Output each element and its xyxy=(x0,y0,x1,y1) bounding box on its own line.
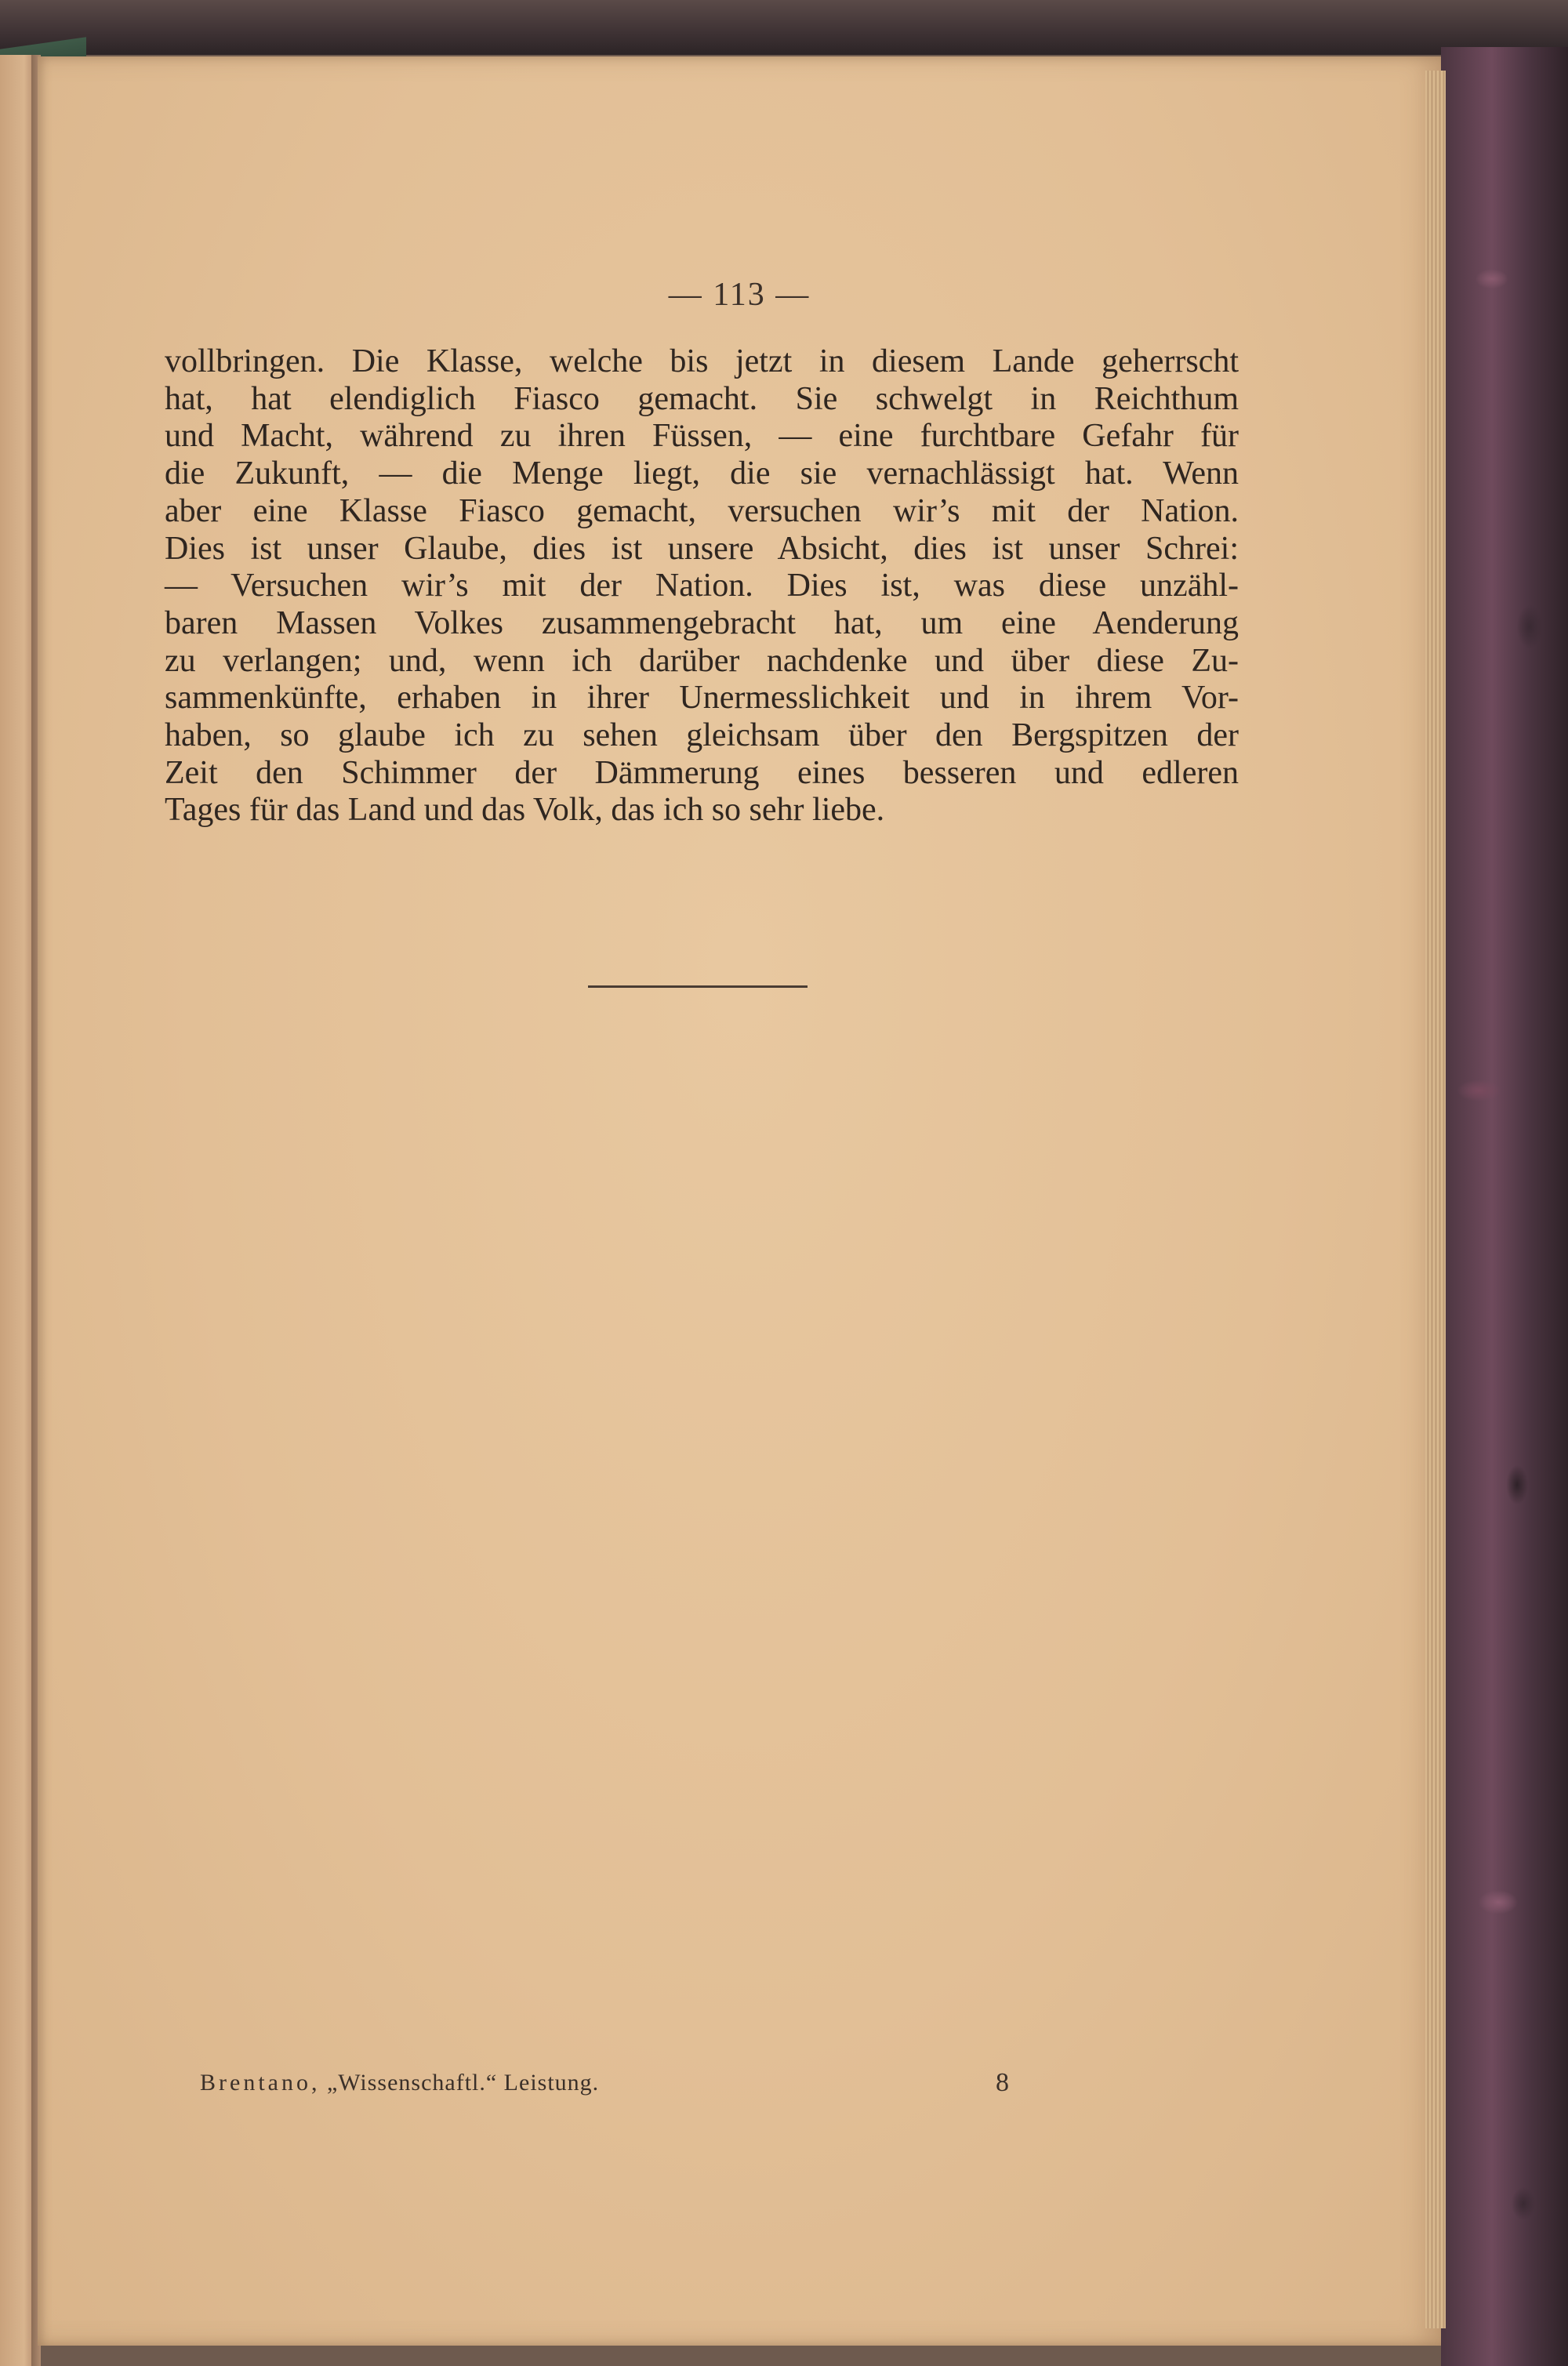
footer-title: „Wissenschaftl.“ Leistung. xyxy=(326,2070,600,2096)
text-line: sammenkünfte, erhaben in ihrer Unermesslichkeit und in ihrem Vor- xyxy=(165,680,1239,717)
marbled-cover-board xyxy=(1441,47,1568,2366)
page-number: — 113 — xyxy=(668,277,811,313)
book-cover-top-edge xyxy=(0,0,1568,55)
book-page xyxy=(38,56,1441,2346)
text-line: Tages für das Land und das Volk, das ich so sehr liebe. xyxy=(165,792,885,829)
text-line: die Zukunft, — die Menge liegt, die sie vernachlässigt hat. Wenn xyxy=(165,455,1239,492)
facing-page-edge xyxy=(0,55,34,2366)
text-line: baren Massen Volkes zusammengebracht hat, um eine Aenderung xyxy=(165,604,1239,641)
section-divider-rule xyxy=(588,985,808,988)
text-line: Zeit den Schimmer der Dämmerung eines besseren und edleren xyxy=(165,754,1239,791)
body-paragraph xyxy=(165,343,1239,829)
text-line: Dies ist unser Glaube, dies ist unsere Absicht, dies ist unser Schrei: xyxy=(165,530,1239,567)
text-line: hat, hat elendiglich Fiasco gemacht. Sie schwelgt in Reichthum xyxy=(165,380,1239,417)
page-fore-edge xyxy=(1425,71,1446,2328)
text-line: zu verlangen; und, wenn ich darüber nachdenke und über diese Zu- xyxy=(165,642,1239,679)
text-line: und Macht, während zu ihren Füssen, — eine furchtbare Gefahr für xyxy=(165,418,1239,455)
signature-line xyxy=(200,2070,599,2096)
signature-mark: 8 xyxy=(996,2068,1009,2097)
footer-author: Brentano, xyxy=(200,2070,321,2096)
text-line: aber eine Klasse Fiasco gemacht, versuchen wir’s mit der Nation. xyxy=(165,492,1239,529)
text-line: haben, so glaube ich zu sehen gleichsam über den Bergspitzen der xyxy=(165,717,1239,754)
text-line: vollbringen. Die Klasse, welche bis jetzt in diesem Lande geherrscht xyxy=(165,343,1239,379)
text-line: — Versuchen wir’s mit der Nation. Dies ist, was diese unzähl- xyxy=(165,568,1239,604)
